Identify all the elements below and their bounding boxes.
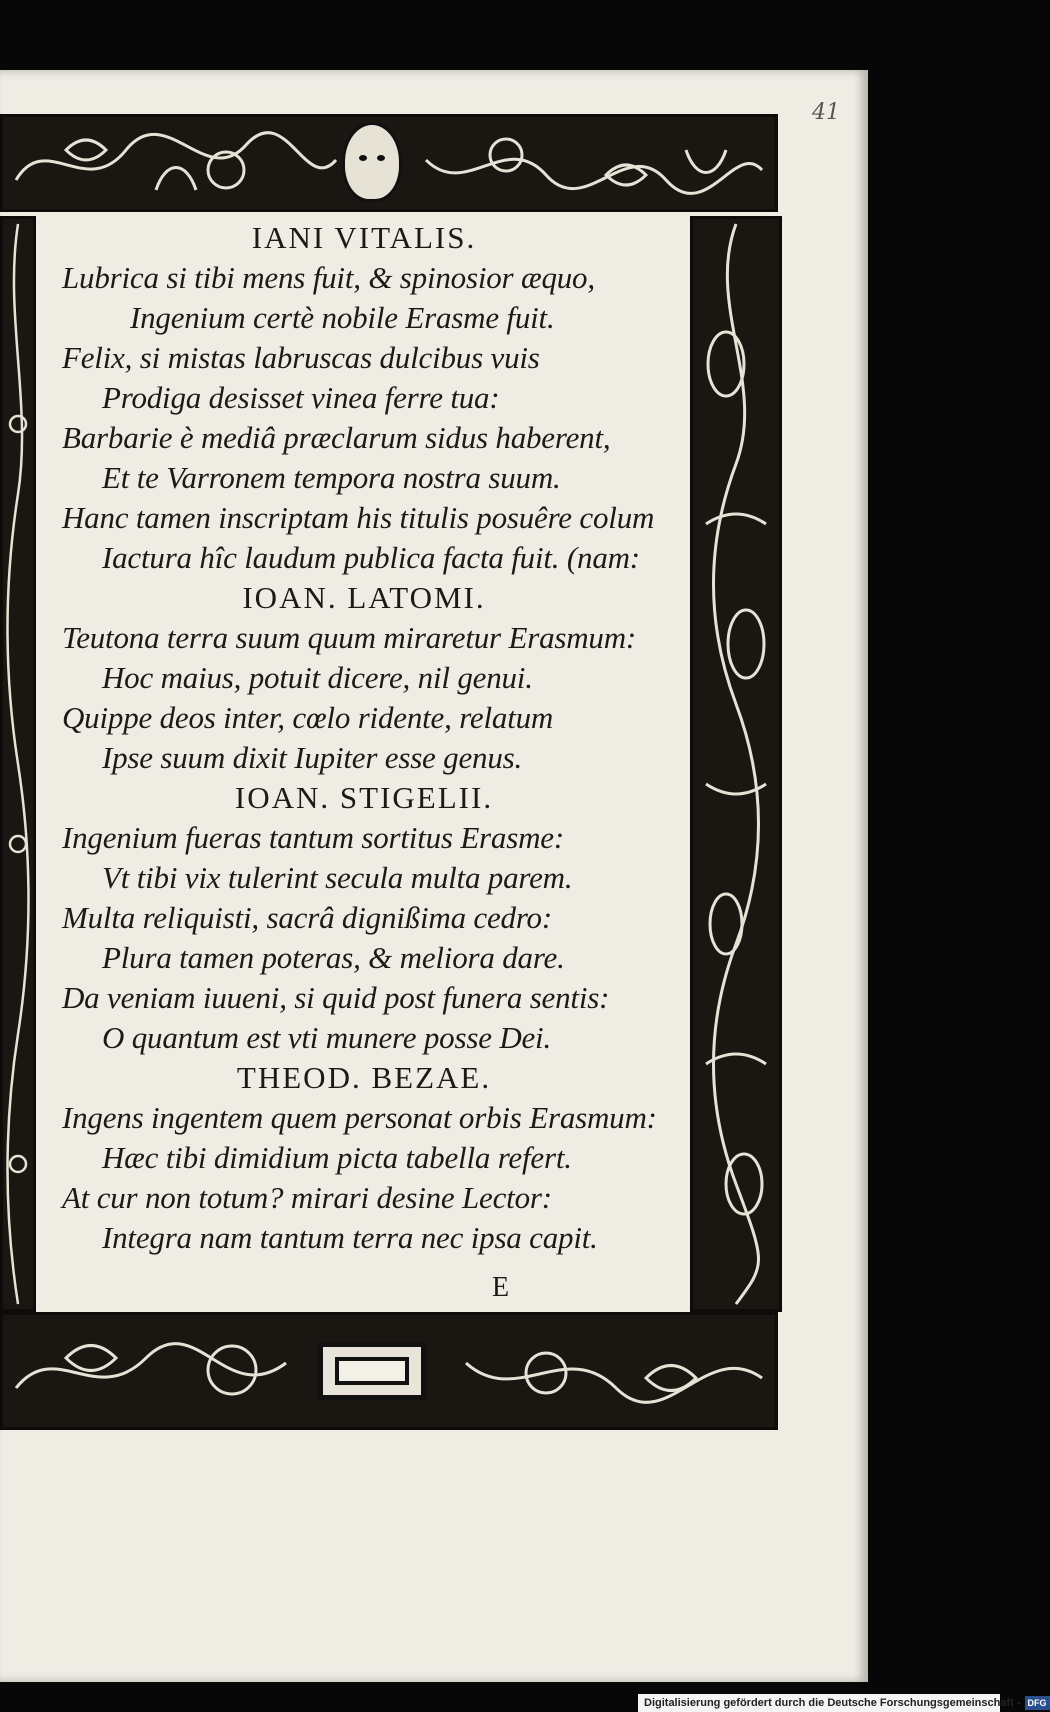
verse-line: Iactura hîc laudum publica facta fuit. (nam: xyxy=(102,540,640,575)
verse-line: Ingenium certè nobile Erasme fuit. xyxy=(130,300,555,335)
verse-line: Multa reliquisti, sacrâ dignißima cedro: xyxy=(62,900,552,935)
verse-line: Hæc tibi dimidium picta tabella refert. xyxy=(102,1140,572,1175)
dfg-logo: DFG xyxy=(1025,1696,1050,1710)
verse-line: Da veniam iuueni, si quid post funera sentis: xyxy=(62,980,610,1015)
verse-line: Plura tamen poteras, & meliora dare. xyxy=(102,940,565,975)
verse-line: At cur non totum? mirari desine Lector: xyxy=(62,1180,552,1215)
verse-line: Quippe deos inter, cœlo ridente, relatum xyxy=(62,700,554,735)
grotesque-mask-icon xyxy=(342,122,402,202)
signature-mark: E xyxy=(492,1272,510,1303)
foliage-ornament-right xyxy=(696,224,776,1304)
poem-heading: IOAN. STIGELII. xyxy=(234,780,494,815)
poem-heading: IANI VITALIS. xyxy=(251,220,477,255)
verse-line: Felix, si mistas labruscas dulcibus vuis xyxy=(62,340,540,375)
verse-line: Ingenium fueras tantum sortitus Erasme: xyxy=(62,820,564,855)
verse-line: Prodiga desisset vinea ferre tua: xyxy=(102,380,500,415)
verse-line: Ipse suum dixit Iupiter esse genus. xyxy=(102,740,523,775)
poem-heading: IOAN. LATOMI. xyxy=(242,580,486,615)
folio-number: 41 xyxy=(812,100,840,125)
verse-line: Ingens ingentem quem personat orbis Erasmum: xyxy=(62,1100,657,1135)
verse-line: Integra nam tantum terra nec ipsa capit. xyxy=(102,1220,598,1255)
verse-line: Hanc tamen inscriptam his titulis posuêre colum xyxy=(62,500,655,535)
verse-line: Vt tibi vix tulerint secula multa parem. xyxy=(102,860,573,895)
verse-line: O quantum est vti munere posse Dei. xyxy=(102,1020,552,1055)
empty-cartouche xyxy=(318,1342,426,1400)
footer-text: Digitalisierung gefördert durch die Deutsche Forschungsgemeinschaft - xyxy=(644,1697,1021,1709)
verse-line: Hoc maius, potuit dicere, nil genui. xyxy=(102,660,533,695)
verse-line: Barbarie è mediâ præclarum sidus haberent, xyxy=(62,420,611,455)
poem-heading: THEOD. BEZAE. xyxy=(236,1060,492,1095)
verse-line: Et te Varronem tempora nostra suum. xyxy=(102,460,561,495)
foliage-ornament-left xyxy=(4,224,32,1304)
verse-line: Teutona terra suum quum miraretur Erasmum: xyxy=(62,620,637,655)
digitization-footer xyxy=(638,1694,1047,1712)
verse-line: Lubrica si tibi mens fuit, & spinosior æquo, xyxy=(62,260,595,295)
